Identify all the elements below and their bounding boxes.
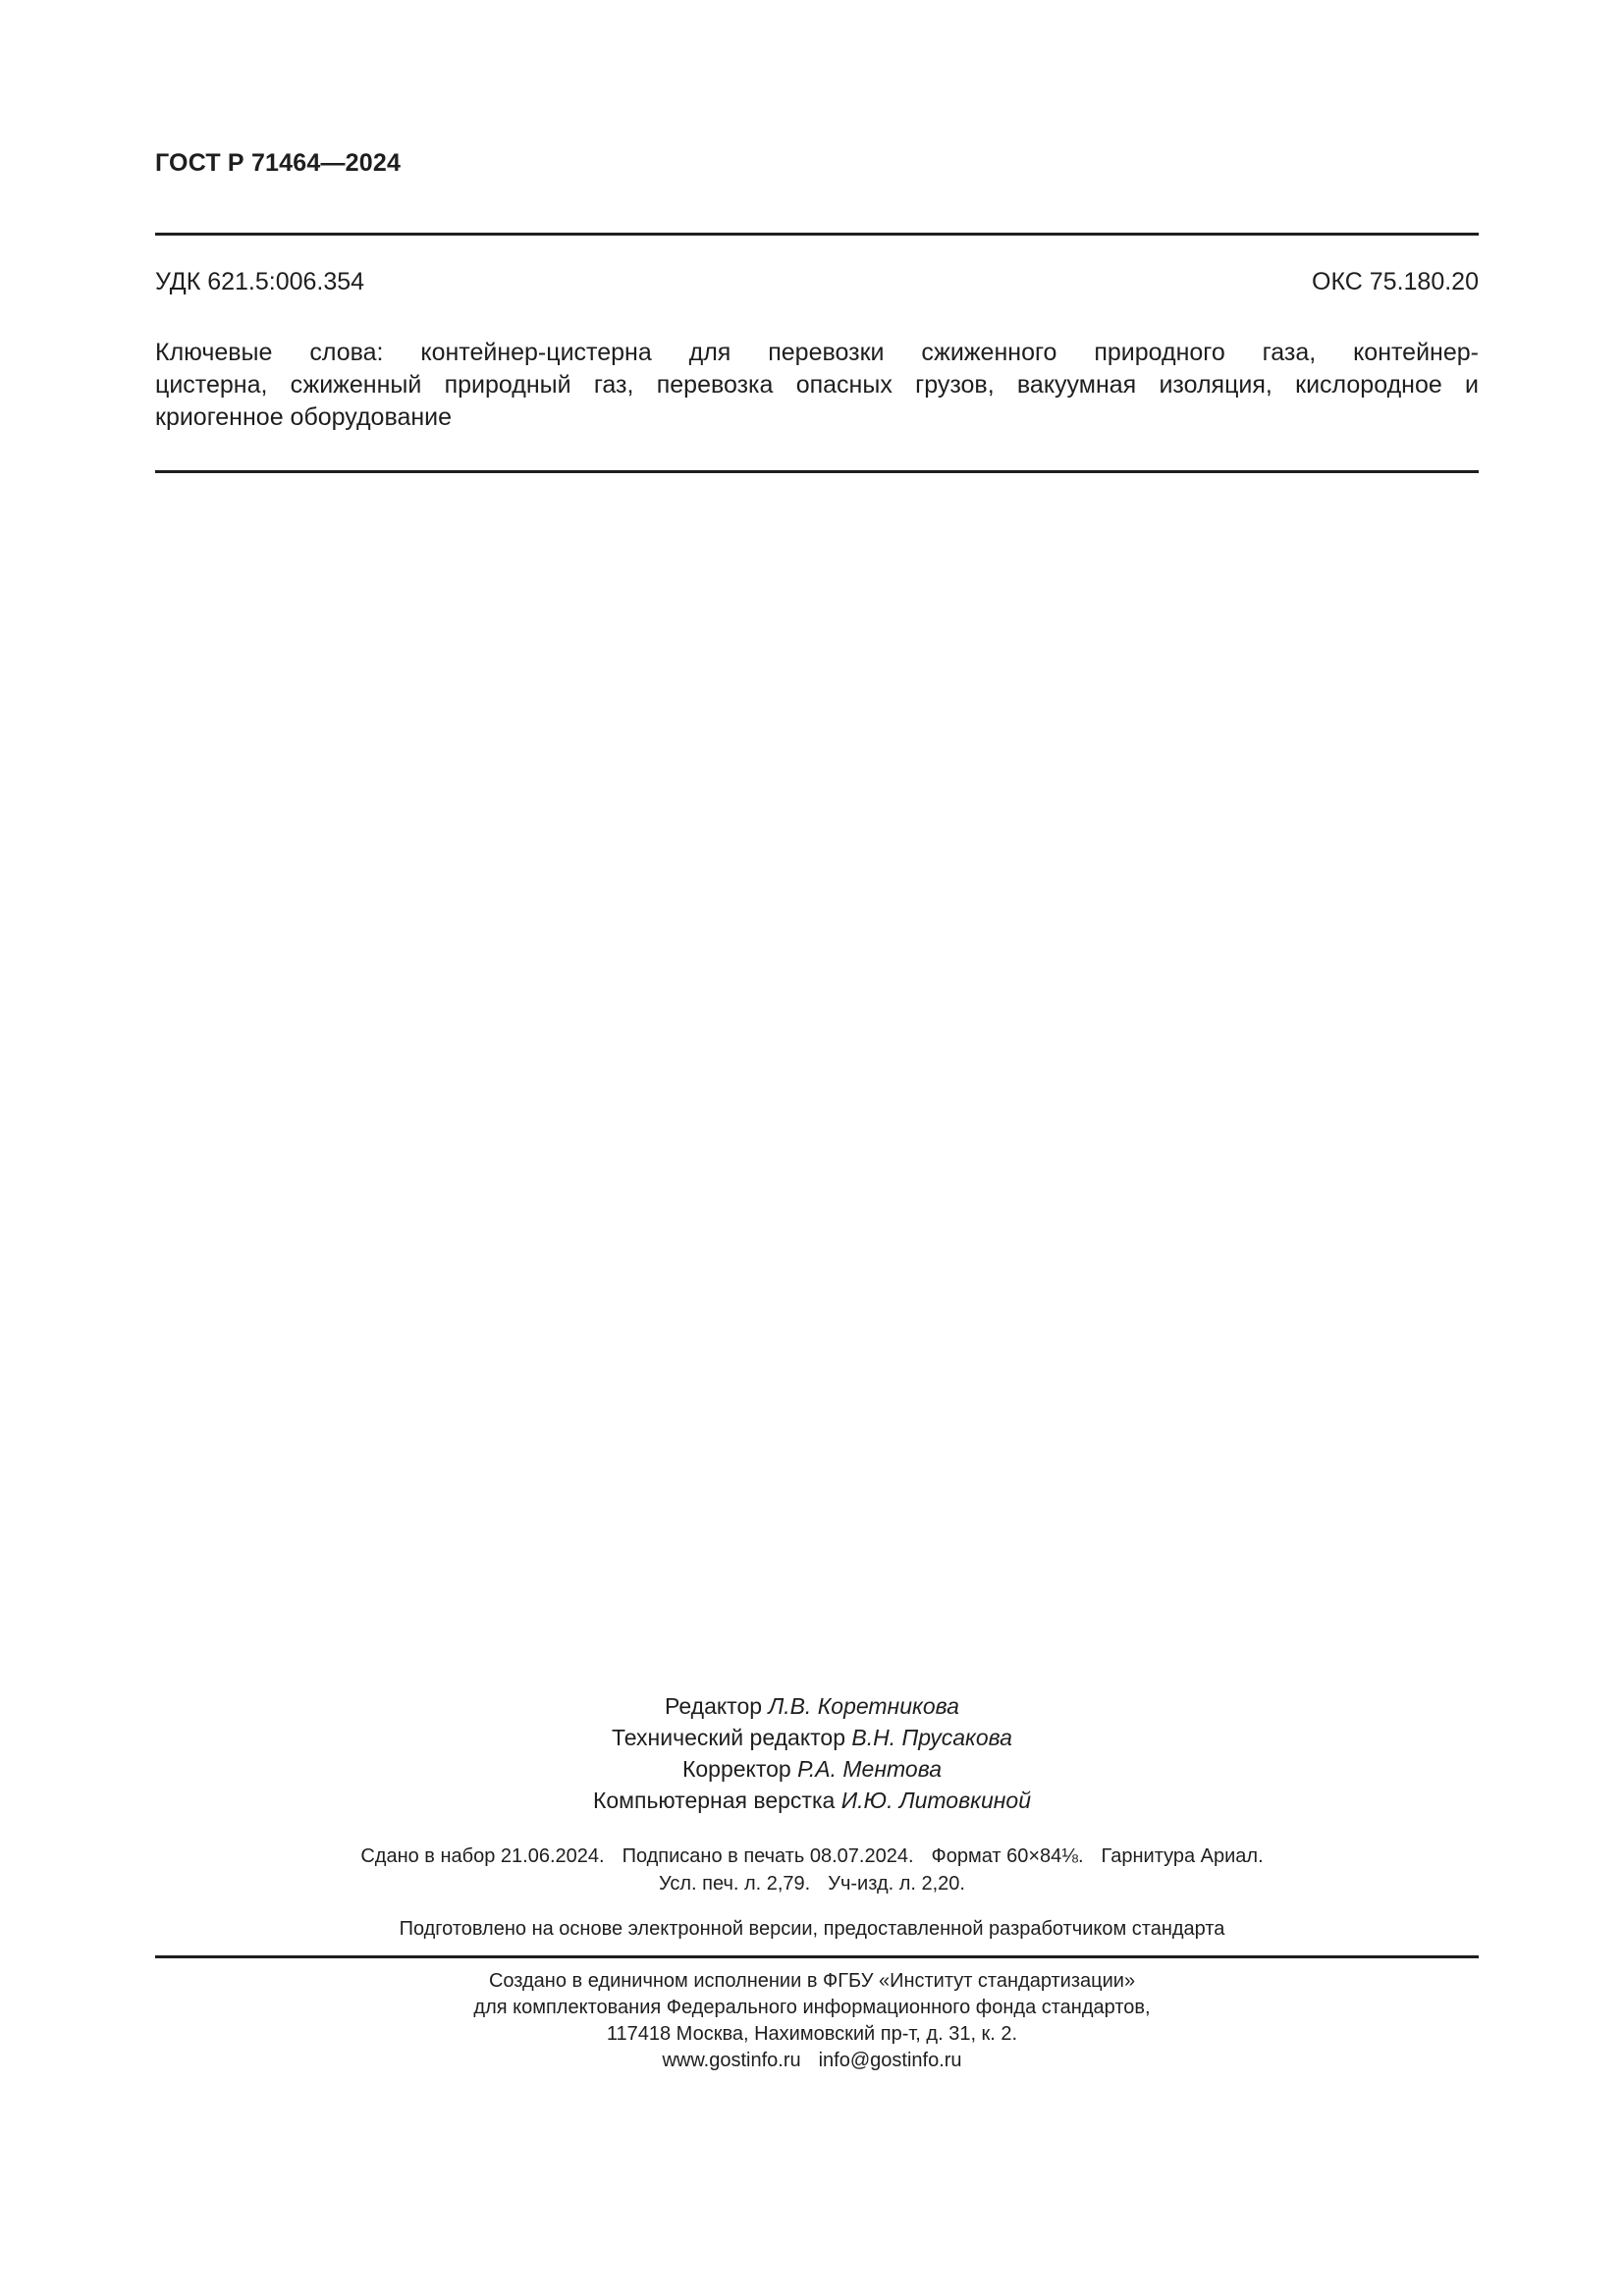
typeface: Гарнитура Ариал. — [1101, 1845, 1264, 1867]
publication-info — [0, 1842, 1624, 1897]
edition-sheets: Уч-изд. л. 2,20. — [828, 1873, 965, 1895]
credit-editor — [0, 1690, 1624, 1722]
credit-role: Компьютерная верстка — [592, 1788, 836, 1813]
divider-footer — [155, 1955, 1479, 1958]
divider-top — [155, 233, 1479, 236]
credit-person: В.Н. Прусакова — [851, 1725, 1012, 1750]
website-link[interactable]: www.gostinfo.ru — [662, 2050, 801, 2071]
oks-code: ОКС 75.180.20 — [1312, 268, 1479, 295]
submitted-date: Сдано в набор 21.06.2024. — [360, 1845, 605, 1867]
paper-format: Формат 60×84⅛. — [931, 1845, 1084, 1867]
footer-line: 117418 Москва, Нахимовский пр-т, д. 31, к. 2. — [606, 2023, 1018, 2045]
credit-proofreader — [0, 1753, 1624, 1785]
keywords-line: цистерна, сжиженный природный газ, перевозка опасных грузов, вакуумная изоляция, кислородное и — [155, 371, 1479, 399]
prepared-note: Подготовлено на основе электронной версии, предоставленной разработчиком стандарта — [399, 1918, 1225, 1940]
credit-person: Р.А. Ментова — [797, 1756, 942, 1782]
credit-role: Корректор — [681, 1756, 791, 1782]
keywords-line: криогенное оборудование — [155, 403, 453, 431]
udk-code: УДК 621.5:006.354 — [155, 268, 365, 295]
document-number: ГОСТ Р 71464—2024 — [155, 149, 402, 177]
footer-block — [0, 1968, 1624, 2074]
footer-contacts — [0, 2048, 1624, 2074]
divider-keywords — [155, 470, 1479, 473]
credit-person: Л.В. Коретникова — [768, 1693, 959, 1719]
credit-person: И.Ю. Литовкиной — [840, 1788, 1031, 1813]
email-link[interactable]: info@gostinfo.ru — [818, 2050, 962, 2071]
credit-role: Технический редактор — [612, 1725, 846, 1750]
credits-block — [0, 1690, 1624, 1816]
keywords-line: Ключевые слова: контейнер-цистерна для перевозки сжиженного природного газа, контейнер- — [155, 339, 1479, 366]
print-sheets: Усл. печ. л. 2,79. — [659, 1873, 811, 1895]
footer-line: Создано в единичном исполнении в ФГБУ «Институт стандартизации» — [488, 1970, 1136, 1992]
credit-role: Редактор — [665, 1693, 763, 1719]
footer-line: для комплектования Федерального информационного фонда стандартов, — [473, 1997, 1151, 2018]
signed-date: Подписано в печать 08.07.2024. — [622, 1845, 914, 1867]
credit-tech-editor — [0, 1722, 1624, 1753]
publication-line-2 — [0, 1870, 1624, 1897]
keywords-block — [155, 337, 1479, 434]
publication-line-1 — [0, 1842, 1624, 1870]
credit-layout — [0, 1785, 1624, 1816]
